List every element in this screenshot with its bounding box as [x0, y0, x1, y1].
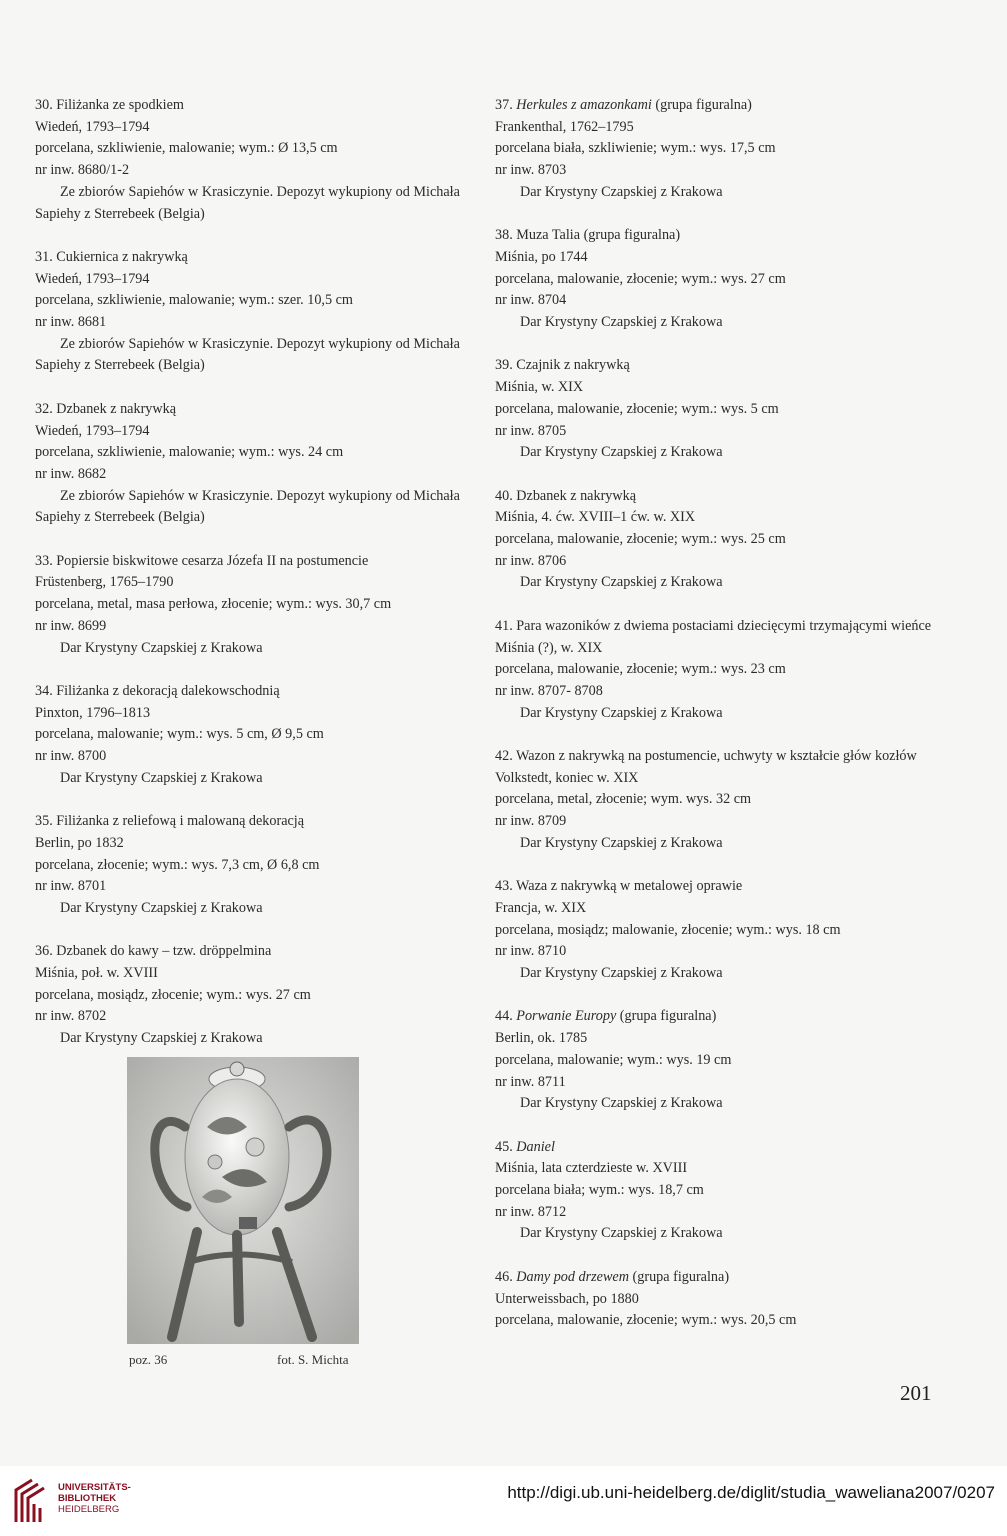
entry-material: porcelana, metal, masa perłowa, złocenie; wym.: wys. 30,7 cm	[35, 596, 392, 613]
catalog-entry-39	[495, 355, 935, 464]
university-library-logo-icon	[10, 1476, 50, 1526]
entry-origin: Miśnia, 4. ćw. XVIII–1 ćw. w. XIX	[495, 509, 696, 526]
entry-inventory: nr inw. 8700	[35, 748, 107, 765]
entry-material: porcelana, szkliwienie, malowanie; wym.: szer. 10,5 cm	[35, 292, 353, 309]
catalog-entry-43	[495, 876, 935, 985]
entry-material: porcelana, mosiądz, złocenie; wym.: wys. 27 cm	[35, 986, 311, 1003]
entry-material: porcelana, mosiądz; malowanie, złocenie; wym.: wys. 18 cm	[495, 921, 841, 938]
entry-inventory: nr inw. 8699	[35, 617, 107, 634]
entry-origin: Wiedeń, 1793–1794	[35, 270, 150, 287]
entry-origin: Miśnia, w. XIX	[495, 379, 584, 396]
entry-gift: Dar Krystyny Czapskiej z Krakowa	[520, 834, 723, 851]
entry-gift: Dar Krystyny Czapskiej z Krakowa	[520, 444, 723, 461]
entry-gift: Dar Krystyny Czapskiej z Krakowa	[520, 1225, 723, 1242]
entry-title: 43. Waza z nakrywką w metalowej oprawie	[495, 878, 743, 895]
entry-material: porcelana, malowanie, złocenie; wym.: wys. 23 cm	[495, 661, 786, 678]
entry-gift: Dar Krystyny Czapskiej z Krakowa	[520, 704, 723, 721]
entry-note: Ze zbiorów Sapiehów w Krasiczynie. Depozyt wykupiony od Michała Sapiehy z Sterrebeek (Belgia)	[35, 335, 460, 374]
entry-title: 38. Muza Talia (grupa figuralna)	[495, 227, 681, 244]
entry-material: porcelana, malowanie, złocenie; wym.: wys. 20,5 cm	[495, 1312, 797, 1329]
figure-caption-credit: fot. S. Michta	[277, 1352, 349, 1367]
entry-material: porcelana, malowanie, złocenie; wym.: wys. 5 cm	[495, 400, 779, 417]
catalog-entry-31	[35, 247, 475, 377]
left-column	[35, 95, 475, 1072]
entry-title: 40. Dzbanek z nakrywką	[495, 487, 637, 504]
entry-gift: Dar Krystyny Czapskiej z Krakowa	[60, 639, 263, 656]
entry-origin: Francja, w. XIX	[495, 899, 587, 916]
entry-inventory: nr inw. 8711	[495, 1073, 566, 1090]
entry-title: 42. Wazon z nakrywką na postumencie, uchwyty w kształcie głów kozłów	[495, 748, 917, 765]
entry-gift: Dar Krystyny Czapskiej z Krakowa	[60, 899, 263, 916]
entry-origin: Frankenthal, 1762–1795	[495, 118, 634, 135]
catalog-entry-46	[495, 1267, 935, 1332]
entry-inventory: nr inw. 8681	[35, 314, 107, 331]
entry-inventory: nr inw. 8702	[35, 1008, 107, 1025]
catalog-entry-36	[35, 941, 475, 1050]
entry-title: 31. Cukiernica z nakrywką	[35, 248, 188, 265]
entry-gift: Dar Krystyny Czapskiej z Krakowa	[520, 574, 723, 591]
entry-inventory: nr inw. 8709	[495, 813, 567, 830]
entry-material: porcelana, szkliwienie, malowanie; wym.: wys. 24 cm	[35, 444, 344, 461]
entry-origin: Miśnia, poł. w. XVIII	[35, 965, 158, 982]
entry-note: Ze zbiorów Sapiehów w Krasiczynie. Depozyt wykupiony od Michała Sapiehy z Sterrebeek (Belgia)	[35, 183, 460, 222]
library-name-line2: BIBLIOTHEK	[58, 1493, 117, 1504]
entry-origin: Wiedeń, 1793–1794	[35, 422, 150, 439]
entry-origin: Unterweissbach, po 1880	[495, 1290, 639, 1307]
entry-origin: Berlin, ok. 1785	[495, 1030, 588, 1047]
catalog-entry-32	[35, 399, 475, 529]
catalog-entry-42	[495, 746, 935, 855]
right-column	[495, 95, 935, 1354]
catalog-entry-45	[495, 1137, 935, 1246]
entry-origin: Miśnia (?), w. XIX	[495, 639, 603, 656]
photo-coffee-pot-droppelmina	[127, 1057, 359, 1344]
entry-inventory: nr inw. 8712	[495, 1203, 567, 1220]
entry-title: 33. Popiersie biskwitowe cesarza Józefa II na postumencie	[35, 552, 369, 569]
entry-gift: Dar Krystyny Czapskiej z Krakowa	[60, 769, 263, 786]
entry-title: 35. Filiżanka z reliefową i malowaną dekoracją	[35, 813, 305, 830]
entry-title: 41. Para wazoników z dwiema postaciami dziecięcymi trzymającymi wieńce	[495, 617, 932, 634]
entry-inventory: nr inw. 8701	[35, 878, 107, 895]
library-name	[58, 1482, 131, 1515]
library-name-line1: UNIVERSITÄTS-	[58, 1482, 131, 1493]
catalog-entry-33	[35, 551, 475, 660]
entry-inventory: nr inw. 8705	[495, 422, 567, 439]
entry-inventory: nr inw. 8704	[495, 292, 567, 309]
entry-material: porcelana, złocenie; wym.: wys. 7,3 cm, Ø 6,8 cm	[35, 856, 320, 873]
entry-title: 34. Filiżanka z dekoracją dalekowschodnią	[35, 682, 280, 699]
catalog-entry-38	[495, 225, 935, 334]
entry-title: 36. Dzbanek do kawy – tzw. dröppelmina	[35, 943, 272, 960]
entry-inventory: nr inw. 8682	[35, 465, 107, 482]
entry-gift: Dar Krystyny Czapskiej z Krakowa	[520, 183, 723, 200]
entry-inventory: nr inw. 8707- 8708	[495, 682, 603, 699]
entry-title: 30. Filiżanka ze spodkiem	[35, 97, 184, 113]
entry-material: porcelana, metal, złocenie; wym. wys. 32 cm	[495, 791, 752, 808]
entry-inventory: nr inw. 8680/1-2	[35, 162, 130, 179]
entry-gift: Dar Krystyny Czapskiej z Krakowa	[520, 965, 723, 982]
entry-material: porcelana, szkliwienie, malowanie; wym.: Ø 13,5 cm	[35, 140, 338, 157]
entry-note: Ze zbiorów Sapiehów w Krasiczynie. Depozyt wykupiony od Michała Sapiehy z Sterrebeek (Belgia)	[35, 487, 460, 526]
entry-title: 37. Herkules z amazonkami (grupa figuralna)	[495, 97, 752, 113]
entry-material: porcelana, malowanie, złocenie; wym.: wys. 25 cm	[495, 531, 786, 548]
entry-material: porcelana, malowanie; wym.: wys. 5 cm, Ø 9,5 cm	[35, 726, 324, 743]
entry-material: porcelana biała, szkliwienie; wym.: wys. 17,5 cm	[495, 140, 776, 157]
entry-inventory: nr inw. 8703	[495, 162, 567, 179]
catalog-entry-34	[35, 681, 475, 790]
entry-gift: Dar Krystyny Czapskiej z Krakowa	[520, 314, 723, 331]
digitization-footer	[0, 1466, 1007, 1536]
entry-title: 32. Dzbanek z nakrywką	[35, 400, 177, 417]
entry-title: 46. Damy pod drzewem (grupa figuralna)	[495, 1268, 730, 1285]
entry-title: 45. Daniel	[495, 1138, 555, 1155]
entry-title: 39. Czajnik z nakrywką	[495, 357, 630, 374]
catalog-entry-37	[495, 95, 935, 204]
entry-material: porcelana biała; wym.: wys. 18,7 cm	[495, 1182, 704, 1199]
catalog-entry-35	[35, 811, 475, 920]
entry-gift: Dar Krystyny Czapskiej z Krakowa	[520, 1095, 723, 1112]
vessel-illustration	[127, 1057, 359, 1344]
library-name-line3: HEIDELBERG	[58, 1504, 120, 1515]
page-number: 201	[900, 1381, 932, 1405]
entry-material: porcelana, malowanie; wym.: wys. 19 cm	[495, 1051, 732, 1068]
source-url-link[interactable]: http://digi.ub.uni-heidelberg.de/diglit/studia_waweliana2007/0207	[507, 1483, 995, 1502]
figure-caption-number: poz. 36	[129, 1352, 168, 1367]
entry-origin: Pinxton, 1796–1813	[35, 704, 151, 721]
catalog-entry-40	[495, 486, 935, 595]
catalog-entry-30	[35, 95, 475, 225]
entry-inventory: nr inw. 8710	[495, 943, 567, 960]
catalog-entry-44	[495, 1006, 935, 1115]
entry-gift: Dar Krystyny Czapskiej z Krakowa	[60, 1030, 263, 1047]
entry-origin: Volkstedt, koniec w. XIX	[495, 769, 639, 786]
entry-origin: Wiedeń, 1793–1794	[35, 118, 150, 135]
entry-origin: Früstenberg, 1765–1790	[35, 574, 174, 591]
entry-inventory: nr inw. 8706	[495, 552, 567, 569]
entry-origin: Miśnia, lata czterdzieste w. XVIII	[495, 1160, 688, 1177]
entry-origin: Berlin, po 1832	[35, 834, 124, 851]
catalog-entry-41	[495, 616, 935, 725]
entry-material: porcelana, malowanie, złocenie; wym.: wys. 27 cm	[495, 270, 786, 287]
entry-origin: Miśnia, po 1744	[495, 248, 588, 265]
entry-title: 44. Porwanie Europy (grupa figuralna)	[495, 1008, 717, 1025]
